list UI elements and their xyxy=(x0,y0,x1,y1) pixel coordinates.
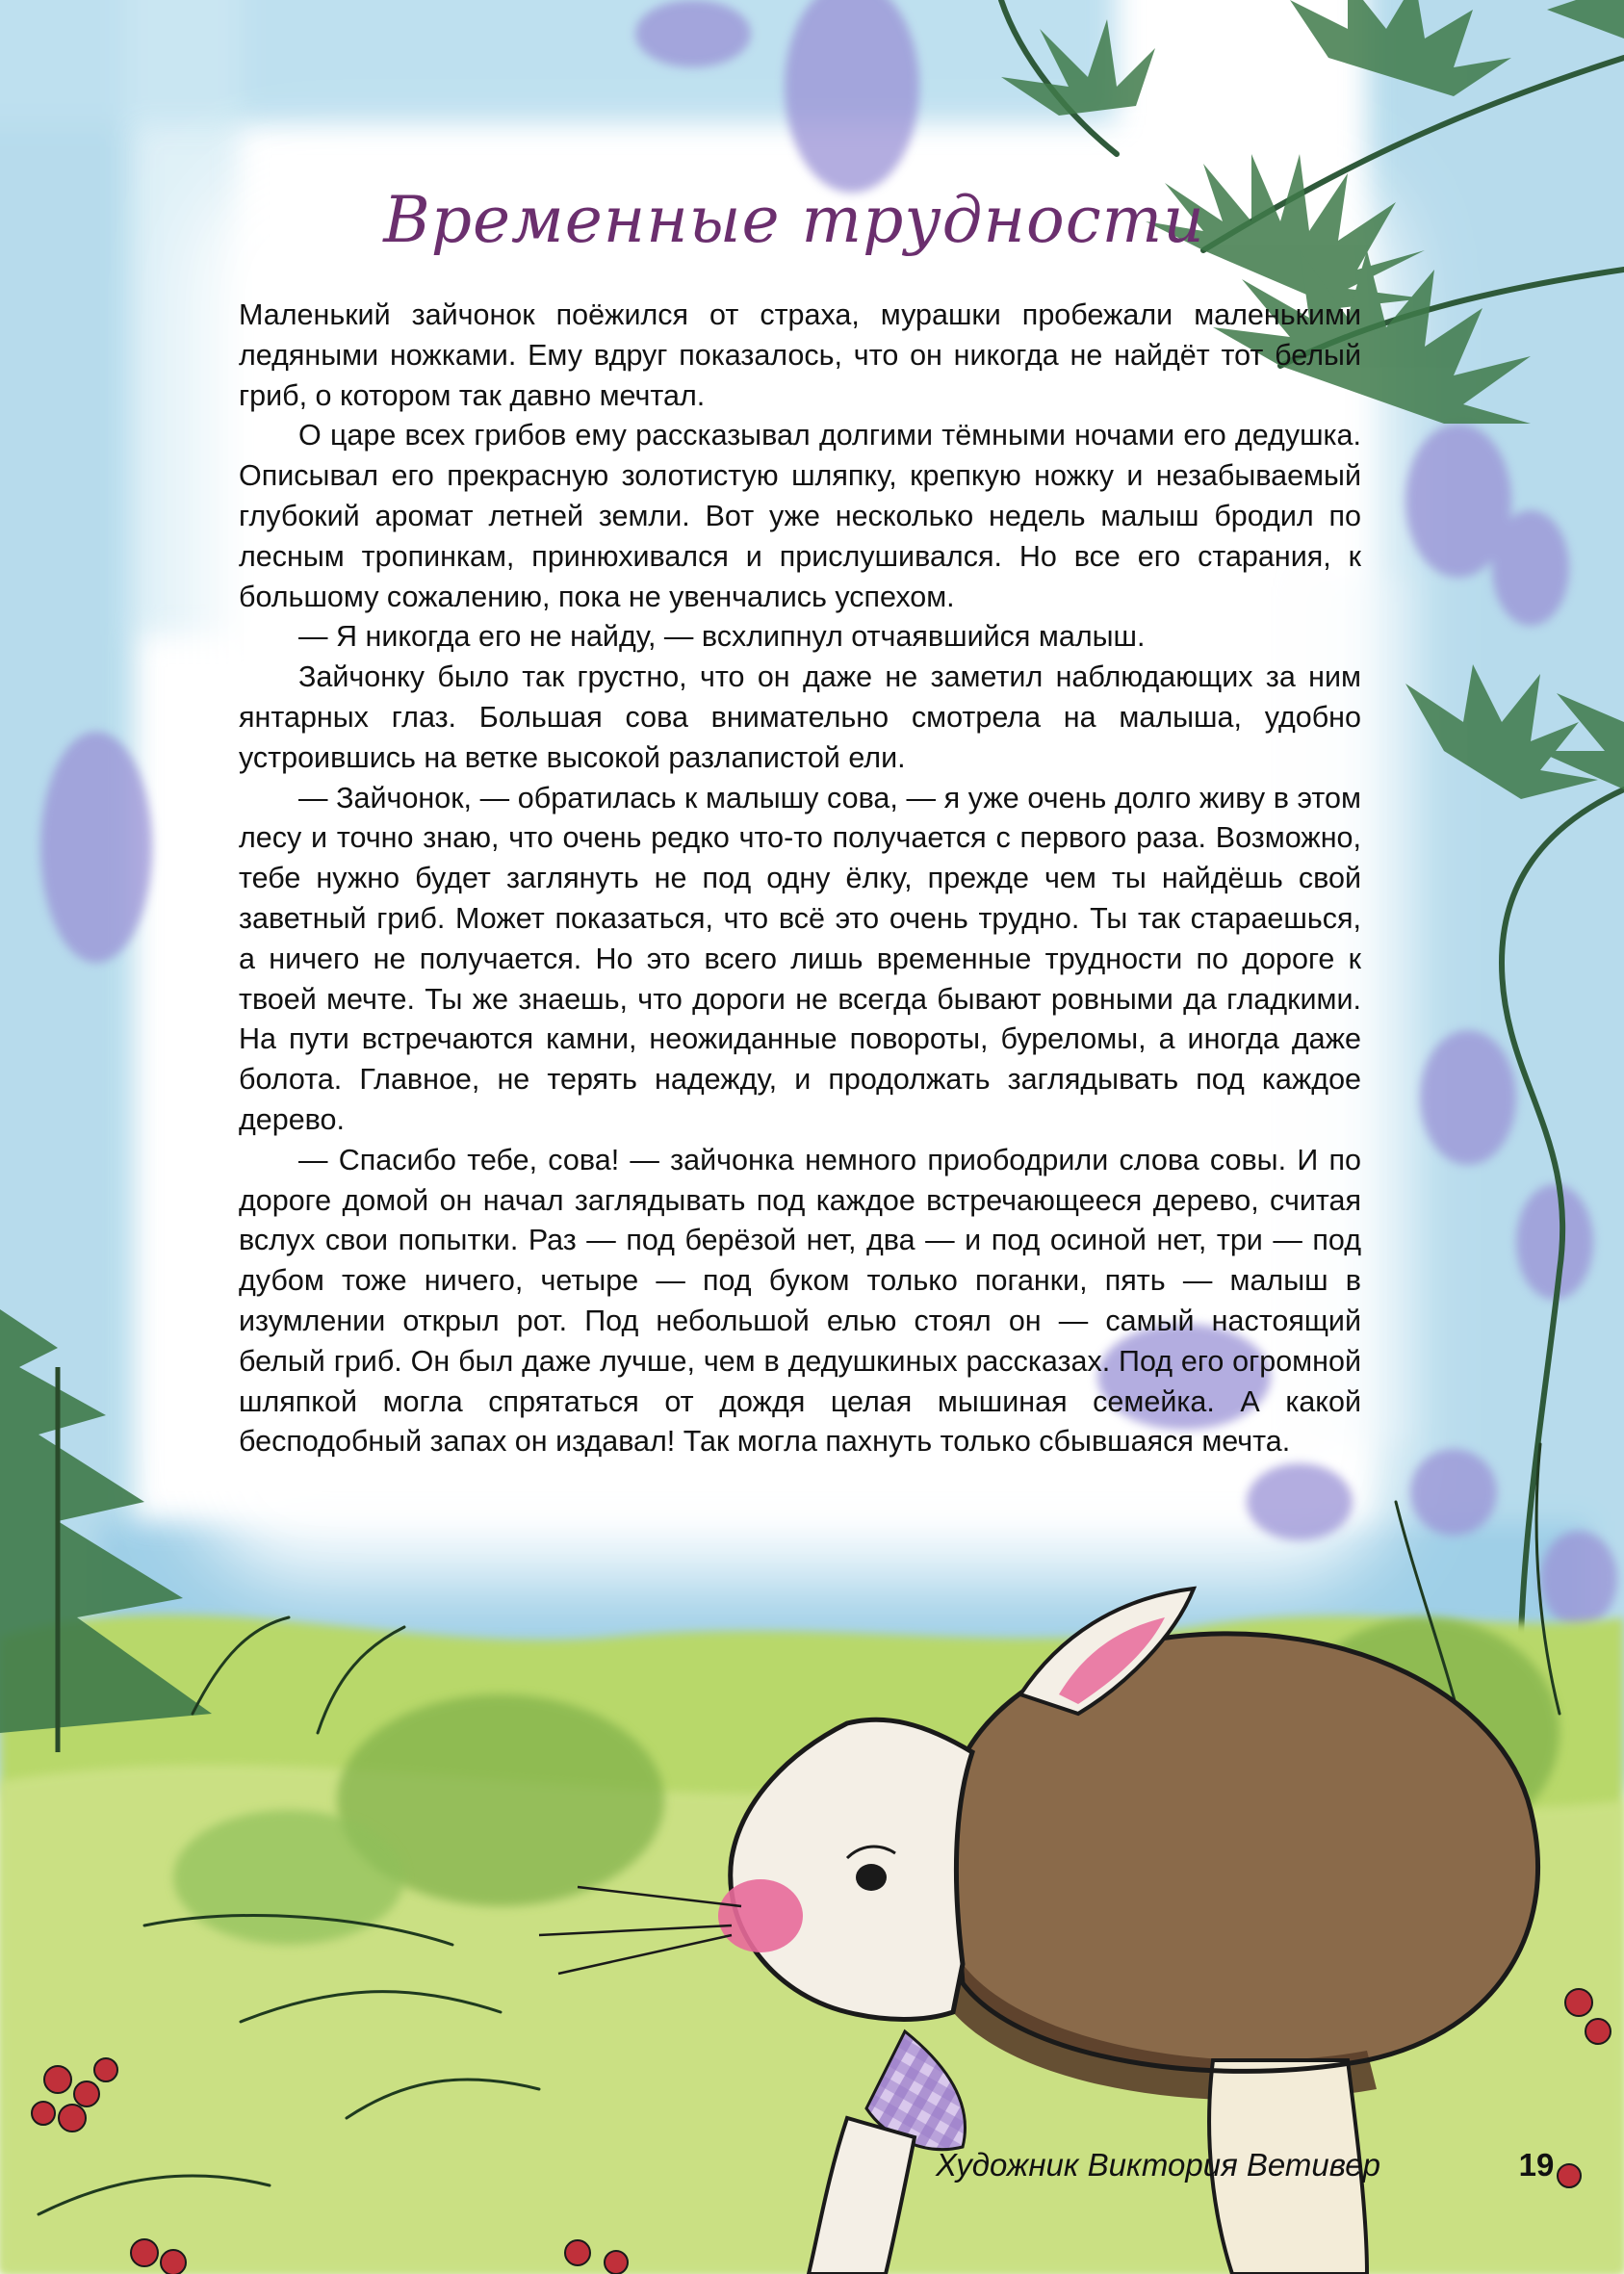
paragraph: Маленький зайчонок поёжился от страха, мурашки пробежали маленькими ледяными ножками. Ему вдруг показалось, что он никогда не найдёт тот белый гриб, о котором так давно мечтал. xyxy=(239,298,1361,412)
paragraph: О царе всех грибов ему рассказывал долгими тёмными ночами его дедушка. Описывал его прекрасную золотистую шляпку, крепкую ножку и незабываемый глубокий аромат летней земли. Вот уже несколько недель малыш бродил по лесным тропинкам, принюхивался и прислушивался. Но все его старания, к большому сожалению, пока не увенчались успехом. xyxy=(239,419,1361,613)
paragraph: — Я никогда его не найду, — всхлипнул отчаявшийся малыш. xyxy=(298,620,1146,654)
rabbit-eye xyxy=(856,1864,887,1891)
page-number: 19 xyxy=(1518,2147,1555,2183)
paragraph: Зайчонку было так грустно, что он даже не заметил наблюдающих за ним янтарных глаз. Большая сова внимательно смотрела на малыша, удобно устроившись на ветке высокой разлапистой ели. xyxy=(239,660,1361,774)
illustrator-credit: Художник Виктория Ветивер xyxy=(936,2147,1380,2183)
paragraph: — Зайчонок, — обратилась к малышу сова, — я уже очень долго живу в этом лесу и точно знаю, что очень редко что-то получается с первого раза. Возможно, тебе нужно будет заглянуть не под одну ёлку, прежде чем ты найдёшь свой заветный гриб. Может показаться, что всё это очень трудно. Ты так стараешься, а ничего не получается. Но это всего лишь временные трудности по дороге к твоей мечте. Ты же знаешь, что дороги не всегда бывают ровными да гладкими. На пути встречаются камни, неожиданные повороты, буреломы, а иногда даже болота. Главное, не терять надежду, и продолжать заглядывать под каждое дерево. xyxy=(239,781,1361,1136)
rabbit-nose xyxy=(718,1879,803,1952)
story-text xyxy=(239,296,1361,1462)
page-title: Временные трудности xyxy=(383,183,1205,257)
paragraph: — Спасибо тебе, сова! — зайчонка немного приободрили слова совы. И по дороге домой он начал заглядывать под каждое встречающееся дерево, считая вслух свои попытки. Раз — под берёзой нет, два — и под осиной нет, три — под дубом тоже ничего, четыре — под буком только поганки, пять — малыш в изумлении открыл рот. Под небольшой елью стоял он — самый настоящий белый гриб. Он был даже лучше, чем в дедушкиных рассказах. Под его огромной шляпкой могла спрятаться от дождя целая мышиная семейка. А какой бесподобный запах он издавал! Так могла пахнуть только сбывшаяся мечта. xyxy=(239,1143,1361,1459)
